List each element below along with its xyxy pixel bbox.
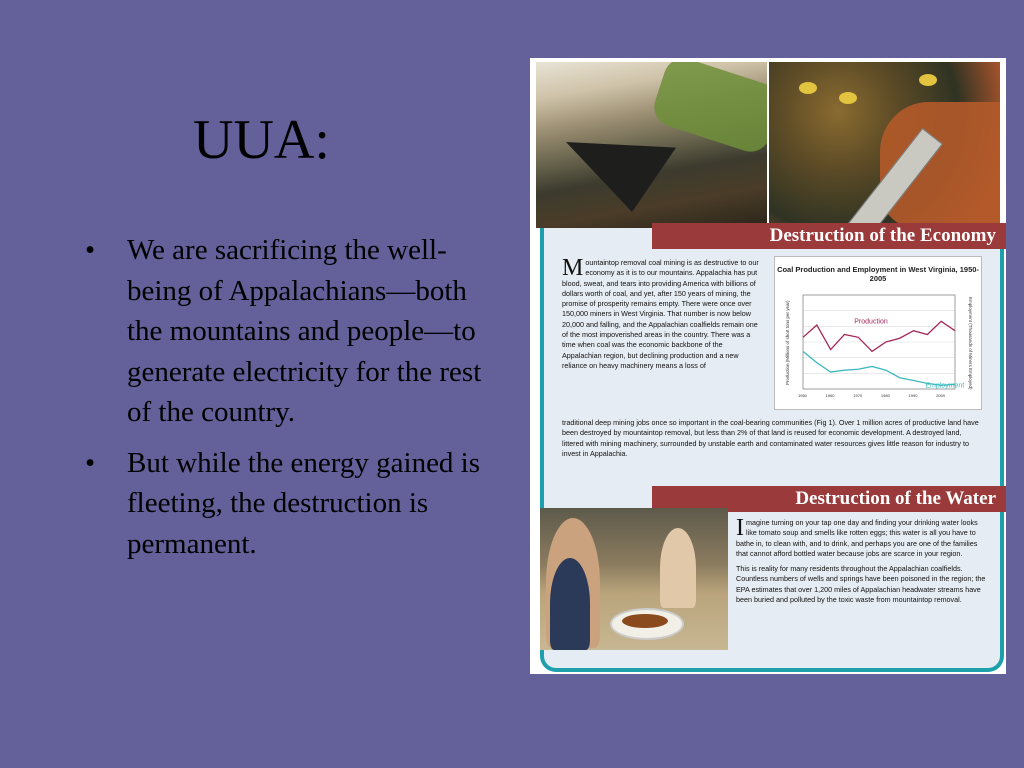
- water-heading: Destruction of the Water: [652, 486, 1006, 512]
- family-sink-photo: [540, 508, 728, 650]
- poster-image: [530, 58, 1006, 674]
- water-text-2: This is reality for many residents throughout the Appalachian coalfields. Countless numbers of wells and springs have been poisoned in the region; the EPA estimates that over 1,200 miles of Appalachian headwater streams have been buried and polluted by the toxic waste from mountaintop removal.: [736, 564, 986, 605]
- chart-series-label: Production: [854, 318, 888, 326]
- chart-x-tick: 1970: [853, 393, 863, 398]
- chart-x-tick: 1950: [798, 393, 807, 398]
- economy-heading: Destruction of the Economy: [652, 223, 1006, 249]
- chart-ylabel-left: Production (Millions of short tons per year): [785, 300, 790, 385]
- bullet-list: [85, 230, 500, 574]
- bullet-text: We are sacrificing the well-being of Appalachians—both the mountains and people—to generate electricity for the rest of the country.: [127, 234, 482, 428]
- bullet-dot: •: [85, 234, 96, 266]
- chart-title: Coal Production and Employment in West Virginia, 1950-2005: [777, 265, 979, 283]
- chart-series-label: Employment: [925, 382, 965, 390]
- economy-text: ountaintop removal coal mining is as destructive to our economy as it is to our mountains. Appalachia has put blood, sweat, and tears into providing America with billions of dollars worth of coal, and yet, after 150 years of mining, the promise of prosperity remains empty. There were once over 150,000 miners in West Virginia. That number is now below 20,000 and falling, and the Appalachian coalfields remain one of the most impoverished areas in the country. There was a time when coal was the economic backbone of the Appalachian region, but declining production and a new reliance on heavy machinery means a loss of: [562, 258, 759, 370]
- dropcap: I: [736, 515, 744, 541]
- dropcap: M: [562, 255, 584, 281]
- chart-ylabel-right: Employment (Thousands of Miners Employed): [968, 297, 973, 390]
- chart-series-production: [803, 321, 955, 351]
- chart-x-tick: 2000: [936, 393, 946, 398]
- water-paragraph: [736, 515, 988, 605]
- chart-series-employment: [803, 351, 955, 385]
- chart-x-tick: 1990: [908, 393, 918, 398]
- slide-title: UUA:: [193, 109, 330, 171]
- bullet-text: But while the energy gained is fleeting, the destruction is permanent.: [127, 446, 481, 560]
- chart-x-tick: 1980: [880, 393, 890, 398]
- bullet-item: [85, 443, 500, 565]
- economy-paragraph-continued: traditional deep mining jobs once so important in the coal-bearing communities (Fig 1). Over 1 million acres of productive land have been destroyed by mountaintop removal, but less than 2% of that land is reused for economic development. A destroyed land, littered with mining machinery, surrounded by unstable earth and contaminated water resources gives little reason for industry to invest in Appalachia.: [562, 418, 979, 458]
- coal-chart: [774, 256, 982, 410]
- chart-x-tick: 1960: [825, 393, 835, 398]
- mountaintop-mine-photo: [536, 62, 767, 228]
- polluted-stream-photo: [769, 62, 1000, 228]
- economy-paragraph: [562, 255, 762, 371]
- bullet-item: [85, 230, 500, 433]
- bullet-dot: •: [85, 446, 96, 479]
- water-text-1: magine turning on your tap one day and finding your drinking water looks like tomato soup and smells like rotten eggs; this water is all you have to bathe in, to clean with, and to drink, and perhaps you are one of the families that cannot afford bottled water because jobs are scarce in your region.: [736, 518, 978, 558]
